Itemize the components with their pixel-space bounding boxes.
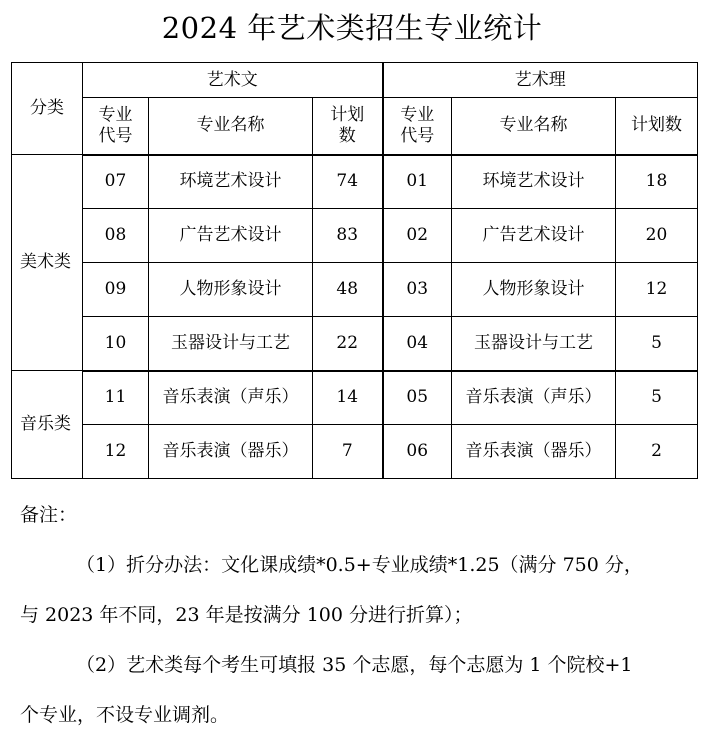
wen-name-cell: 音乐表演（器乐） bbox=[149, 425, 313, 479]
wen-plan-cell: 83 bbox=[313, 209, 383, 263]
li-plan-cell: 20 bbox=[616, 209, 698, 263]
table-row bbox=[12, 317, 698, 371]
li-name-cell: 音乐表演（器乐） bbox=[452, 425, 616, 479]
category-cell: 音乐类 bbox=[12, 371, 83, 479]
wen-code-cell: 12 bbox=[83, 425, 149, 479]
column-header-wen-plan: 计划 数 bbox=[313, 98, 383, 155]
wen-code-cell: 08 bbox=[83, 209, 149, 263]
column-header-li-code: 专业 代号 bbox=[383, 98, 452, 155]
li-plan-cell: 2 bbox=[616, 425, 698, 479]
li-code-cell: 03 bbox=[383, 263, 452, 317]
table-row bbox=[12, 209, 698, 263]
li-code-cell: 04 bbox=[383, 317, 452, 371]
wen-name-cell: 环境艺术设计 bbox=[149, 155, 313, 209]
category-cell: 美术类 bbox=[12, 155, 83, 371]
category-header: 分类 bbox=[12, 63, 83, 155]
column-header-li-plan: 计划数 bbox=[616, 98, 698, 155]
group-header-wen: 艺术文 bbox=[83, 63, 383, 98]
wen-name-cell: 音乐表演（声乐） bbox=[149, 371, 313, 425]
wen-plan-cell: 48 bbox=[313, 263, 383, 317]
wen-name-cell: 玉器设计与工艺 bbox=[149, 317, 313, 371]
note-item-2-line-1: （2）艺术类每个考生可填报 35 个志愿，每个志愿为 1 个院校+1 bbox=[76, 654, 633, 676]
note-item-1-line-1: （1）折分办法：文化课成绩*0.5+专业成绩*1.25（满分 750 分， bbox=[76, 554, 643, 576]
li-plan-cell: 18 bbox=[616, 155, 698, 209]
li-code-cell: 05 bbox=[383, 371, 452, 425]
wen-name-cell: 广告艺术设计 bbox=[149, 209, 313, 263]
notes-heading: 备注： bbox=[20, 504, 78, 526]
wen-plan-cell: 74 bbox=[313, 155, 383, 209]
wen-plan-cell: 14 bbox=[313, 371, 383, 425]
li-code-cell: 06 bbox=[383, 425, 452, 479]
li-name-cell: 玉器设计与工艺 bbox=[452, 317, 616, 371]
li-code-cell: 01 bbox=[383, 155, 452, 209]
note-item-2-line-2: 个专业，不设专业调剂。 bbox=[20, 704, 230, 726]
wen-code-cell: 07 bbox=[83, 155, 149, 209]
wen-code-cell: 09 bbox=[83, 263, 149, 317]
wen-code-cell: 11 bbox=[83, 371, 149, 425]
table-row bbox=[12, 425, 698, 479]
li-name-cell: 音乐表演（声乐） bbox=[452, 371, 616, 425]
wen-plan-cell: 22 bbox=[313, 317, 383, 371]
table-row bbox=[12, 371, 698, 425]
group-header-li: 艺术理 bbox=[383, 63, 698, 98]
table-row bbox=[12, 155, 698, 209]
li-plan-cell: 12 bbox=[616, 263, 698, 317]
li-plan-cell: 5 bbox=[616, 371, 698, 425]
column-header-wen-name: 专业名称 bbox=[149, 98, 313, 155]
wen-code-cell: 10 bbox=[83, 317, 149, 371]
li-code-cell: 02 bbox=[383, 209, 452, 263]
enrollment-table bbox=[11, 62, 698, 479]
page-title: 2024 年艺术类招生专业统计 bbox=[161, 11, 543, 45]
li-name-cell: 人物形象设计 bbox=[452, 263, 616, 317]
note-item-1-line-2: 与 2023 年不同，23 年是按满分 100 分进行折算）； bbox=[20, 604, 473, 626]
column-header-li-name: 专业名称 bbox=[452, 98, 616, 155]
li-name-cell: 环境艺术设计 bbox=[452, 155, 616, 209]
wen-plan-cell: 7 bbox=[313, 425, 383, 479]
column-header-wen-code: 专业 代号 bbox=[83, 98, 149, 155]
notes-section bbox=[20, 490, 696, 740]
li-plan-cell: 5 bbox=[616, 317, 698, 371]
li-name-cell: 广告艺术设计 bbox=[452, 209, 616, 263]
table-row bbox=[12, 263, 698, 317]
wen-name-cell: 人物形象设计 bbox=[149, 263, 313, 317]
